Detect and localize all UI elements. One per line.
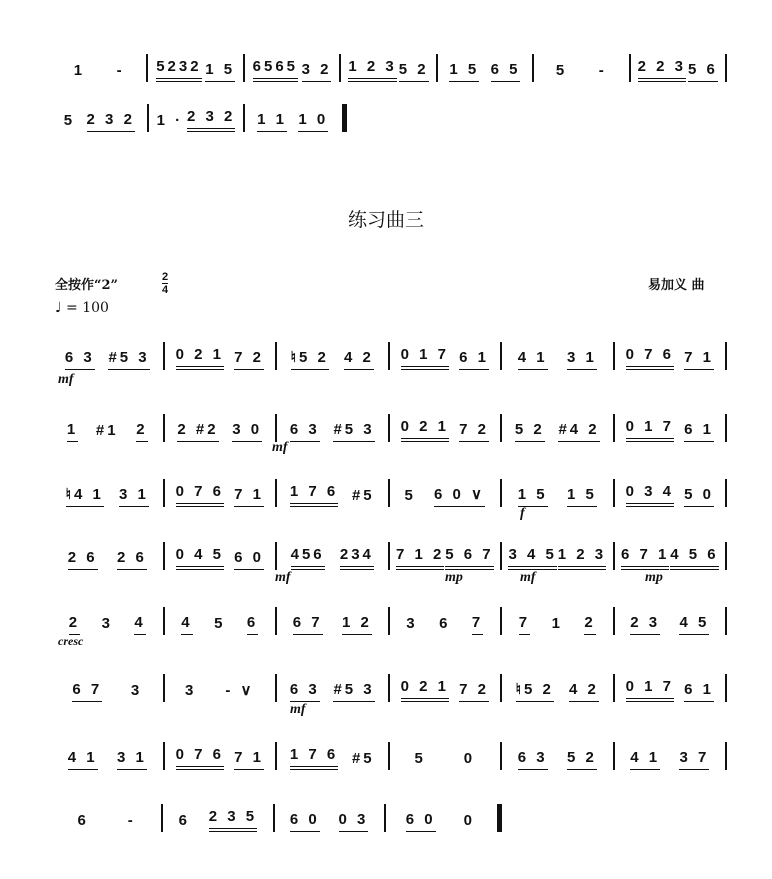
measure xyxy=(148,52,242,82)
note-group: #5 xyxy=(351,750,375,767)
measure xyxy=(502,477,613,507)
note-group: 0 2 1 xyxy=(401,418,449,442)
note-group: 3 xyxy=(101,615,113,632)
fingering-note: 全按作“2” xyxy=(55,278,119,293)
measure xyxy=(502,340,613,370)
note-group: 6 3 xyxy=(290,681,320,702)
measure xyxy=(277,540,388,570)
note-group: 5 2 xyxy=(399,61,429,82)
measure xyxy=(277,740,388,770)
note-group: 5 xyxy=(555,62,568,79)
note-group: 4 5 xyxy=(679,614,709,635)
note-group: 1 0 xyxy=(298,111,328,132)
note-group: 2 3 2 xyxy=(87,111,135,132)
note-group: 3 1 xyxy=(567,349,597,370)
note-group: #5 3 xyxy=(333,421,374,442)
note-group: 1 5 xyxy=(449,61,479,82)
note-group: 6 0 xyxy=(290,811,320,832)
measure xyxy=(52,340,163,370)
measure xyxy=(277,340,388,370)
measure xyxy=(390,540,501,570)
note-group: 0 7 6 xyxy=(626,346,674,370)
note-group: 4 2 xyxy=(344,349,374,370)
note-group: 3 xyxy=(185,682,197,699)
note-group: 5 2 xyxy=(567,749,597,770)
note-group: 6 7 1 xyxy=(621,546,669,570)
measure xyxy=(502,672,613,702)
note-group: 6565 xyxy=(253,58,298,82)
measure xyxy=(165,340,276,370)
measure xyxy=(502,540,613,570)
measure xyxy=(438,52,532,82)
note-group: 1 xyxy=(551,615,563,632)
measure xyxy=(277,412,388,442)
piece-title: 练习曲三 xyxy=(347,209,424,231)
note-group: 3 0 xyxy=(232,421,262,442)
dynamic-mark: mf xyxy=(58,372,74,387)
note-group: 6 xyxy=(77,812,89,829)
note-group: 7 1 xyxy=(234,486,264,507)
barline xyxy=(342,104,347,132)
time-signature xyxy=(162,271,168,296)
note-group: 1 2 3 xyxy=(558,546,606,570)
measure xyxy=(52,540,163,570)
note-group: - xyxy=(116,62,125,79)
score-line xyxy=(52,102,347,132)
measure xyxy=(390,672,501,702)
note-group: 2 xyxy=(584,614,595,635)
note-group: 3 xyxy=(406,615,418,632)
note-group: #5 xyxy=(351,487,375,504)
note-group: 7 1 xyxy=(684,349,714,370)
measure xyxy=(502,740,613,770)
dynamic-mark: cresc xyxy=(58,634,84,648)
note-group: 6 xyxy=(178,812,190,829)
note-group: - xyxy=(598,62,607,79)
note-group: 2 xyxy=(136,421,147,442)
note-group: 4 xyxy=(181,614,192,635)
measure xyxy=(615,412,726,442)
note-group: 3 xyxy=(130,682,143,699)
note-group: ♮5 2 xyxy=(291,349,329,370)
note-group: 7 2 xyxy=(234,349,264,370)
measure xyxy=(277,605,388,635)
dynamic-mark: f xyxy=(520,506,525,521)
note-group: 1 1 xyxy=(257,111,287,132)
score-line xyxy=(52,740,727,770)
note-group: 5 2 xyxy=(515,421,545,442)
note-group: 4 5 6 xyxy=(670,546,718,570)
note-group: 1 7 6 xyxy=(290,746,338,770)
measure xyxy=(502,412,613,442)
dynamic-mark: mf xyxy=(290,702,306,717)
measure xyxy=(615,740,726,770)
note-group: 1 2 3 xyxy=(348,58,396,82)
note-group: 0 7 6 xyxy=(176,483,224,507)
note-group: 2 3 xyxy=(630,614,660,635)
note-group: 1 · xyxy=(156,112,184,129)
note-group: 6 3 xyxy=(518,749,548,770)
measure xyxy=(245,52,339,82)
note-group: 1 5 xyxy=(518,486,548,507)
note-group: 5 0 xyxy=(684,486,714,507)
note-group: 5 6 7 xyxy=(445,546,493,570)
note-group: 6 7 xyxy=(293,614,323,635)
barline xyxy=(725,414,727,442)
measure xyxy=(165,605,276,635)
note-group: 0 4 5 xyxy=(176,546,224,570)
note-group: #5 3 xyxy=(108,349,149,370)
measure xyxy=(149,102,244,132)
note-group: 3 1 xyxy=(119,486,149,507)
note-group: 0 1 7 xyxy=(626,678,674,702)
note-group: 7 2 xyxy=(459,681,489,702)
dynamic-mark: mf xyxy=(272,440,288,455)
note-group: 0 1 7 xyxy=(401,346,449,370)
note-group: 7 1 xyxy=(234,749,264,770)
note-group: 2 3 2 xyxy=(187,108,235,132)
note-group: 1 xyxy=(73,62,86,79)
composer: 易加义 曲 xyxy=(648,278,705,293)
measure xyxy=(277,477,388,507)
measure xyxy=(275,802,384,832)
measure xyxy=(631,52,725,82)
note-group: 1 5 xyxy=(205,61,235,82)
score-line xyxy=(52,605,727,635)
measure xyxy=(52,672,163,702)
measure xyxy=(390,477,501,507)
note-group: 0 7 6 xyxy=(176,746,224,770)
measure xyxy=(165,740,276,770)
measure xyxy=(534,52,628,82)
note-group: ♮4 1 xyxy=(66,486,104,507)
note-group: 4 xyxy=(134,614,145,635)
measure xyxy=(615,540,726,570)
note-group: 2 6 xyxy=(68,549,98,570)
note-group: 7 2 xyxy=(459,421,489,442)
measure xyxy=(52,412,163,442)
note-group: 5232 xyxy=(156,58,201,82)
note-group: 7 xyxy=(472,614,483,635)
score-line xyxy=(52,672,727,702)
note-group: #5 3 xyxy=(333,681,374,702)
measure xyxy=(52,740,163,770)
note-group: 4 2 xyxy=(569,681,599,702)
note-group: 2 2 3 xyxy=(638,58,686,82)
note-group: 3 7 xyxy=(679,749,709,770)
note-group: 5 6 xyxy=(688,61,718,82)
note-group: 1 xyxy=(67,421,78,442)
note-group: 6 xyxy=(439,615,451,632)
note-group: 6 0 ∨ xyxy=(434,486,485,507)
measure xyxy=(165,477,276,507)
measure xyxy=(165,412,276,442)
note-group: 5 xyxy=(414,750,426,767)
measure xyxy=(52,102,147,132)
note-group: 5 xyxy=(63,112,76,129)
score-line xyxy=(52,340,727,370)
tempo-marking: ♩ = 100 xyxy=(55,300,109,316)
note-group: 6 1 xyxy=(459,349,489,370)
measure xyxy=(615,672,726,702)
dynamic-mark: mp xyxy=(445,570,463,585)
score-line xyxy=(52,802,502,832)
barline xyxy=(725,54,727,82)
note-group: 0 2 1 xyxy=(401,678,449,702)
barline xyxy=(725,542,727,570)
measure xyxy=(163,802,272,832)
measure xyxy=(390,412,501,442)
note-group: 6 7 xyxy=(72,681,102,702)
measure xyxy=(615,340,726,370)
score-line xyxy=(52,412,727,442)
note-group: 2 #2 xyxy=(177,421,218,442)
note-group: 1 2 xyxy=(342,614,372,635)
note-group: 3 2 xyxy=(302,61,332,82)
score-line xyxy=(52,52,727,82)
measure xyxy=(502,605,613,635)
note-group: 5 xyxy=(404,487,416,504)
note-group: 6 1 xyxy=(684,681,714,702)
note-group: 0 3 xyxy=(339,811,369,832)
note-group: 6 0 xyxy=(234,549,264,570)
note-group: 7 1 2 xyxy=(396,546,444,570)
note-group: #1 xyxy=(95,422,119,439)
note-group: 234 xyxy=(340,546,374,570)
note-group: 0 1 7 xyxy=(626,418,674,442)
dynamic-mark: mf xyxy=(520,570,536,585)
measure xyxy=(245,102,340,132)
note-group: 4 1 xyxy=(68,749,98,770)
note-group: - xyxy=(127,812,136,829)
note-group: 6 xyxy=(247,614,258,635)
note-group: 0 xyxy=(463,812,475,829)
note-group: 0 3 4 xyxy=(626,483,674,507)
score-line xyxy=(52,477,727,507)
measure xyxy=(165,540,276,570)
note-group: 3 1 xyxy=(117,749,147,770)
measure xyxy=(52,605,163,635)
note-group: 3 4 5 xyxy=(508,546,556,570)
note-group: 6 1 xyxy=(684,421,714,442)
dynamic-mark: mf xyxy=(275,570,291,585)
measure xyxy=(615,477,726,507)
barline xyxy=(725,674,727,702)
note-group: 1 5 xyxy=(567,486,597,507)
barline xyxy=(497,804,502,832)
note-group: 6 0 xyxy=(406,811,436,832)
note-group: 0 xyxy=(463,750,476,767)
note-group: 2 6 xyxy=(117,549,147,570)
measure xyxy=(390,340,501,370)
measure xyxy=(52,477,163,507)
barline xyxy=(725,742,727,770)
dynamic-mark: mp xyxy=(645,570,663,585)
measure xyxy=(52,52,146,82)
note-group: 4 1 xyxy=(518,349,548,370)
note-group: 456 xyxy=(291,546,325,570)
measure xyxy=(615,605,726,635)
note-group: 6 3 xyxy=(290,421,320,442)
barline xyxy=(725,607,727,635)
note-group: 2 3 5 xyxy=(209,808,257,832)
measure xyxy=(277,672,388,702)
note-group: 5 xyxy=(214,615,226,632)
measure xyxy=(390,605,501,635)
measure xyxy=(52,802,161,832)
barline xyxy=(725,479,727,507)
note-group: 4 1 xyxy=(630,749,660,770)
note-group: #4 2 xyxy=(558,421,599,442)
measure xyxy=(390,740,501,770)
note-group: 0 2 1 xyxy=(176,346,224,370)
note-group: 1 7 6 xyxy=(290,483,338,507)
measure xyxy=(165,672,276,702)
note-group: ♮5 2 xyxy=(516,681,554,702)
score-line xyxy=(52,540,727,570)
note-group: - ∨ xyxy=(225,682,255,699)
measure xyxy=(386,802,495,832)
barline xyxy=(725,342,727,370)
note-group: 7 xyxy=(519,614,530,635)
time-sig-bottom: 4 xyxy=(162,284,169,296)
note-group: 6 3 xyxy=(65,349,95,370)
note-group: 6 5 xyxy=(491,61,521,82)
note-group: 2 xyxy=(69,614,80,635)
time-sig-top: 2 xyxy=(162,271,169,283)
measure xyxy=(341,52,435,82)
